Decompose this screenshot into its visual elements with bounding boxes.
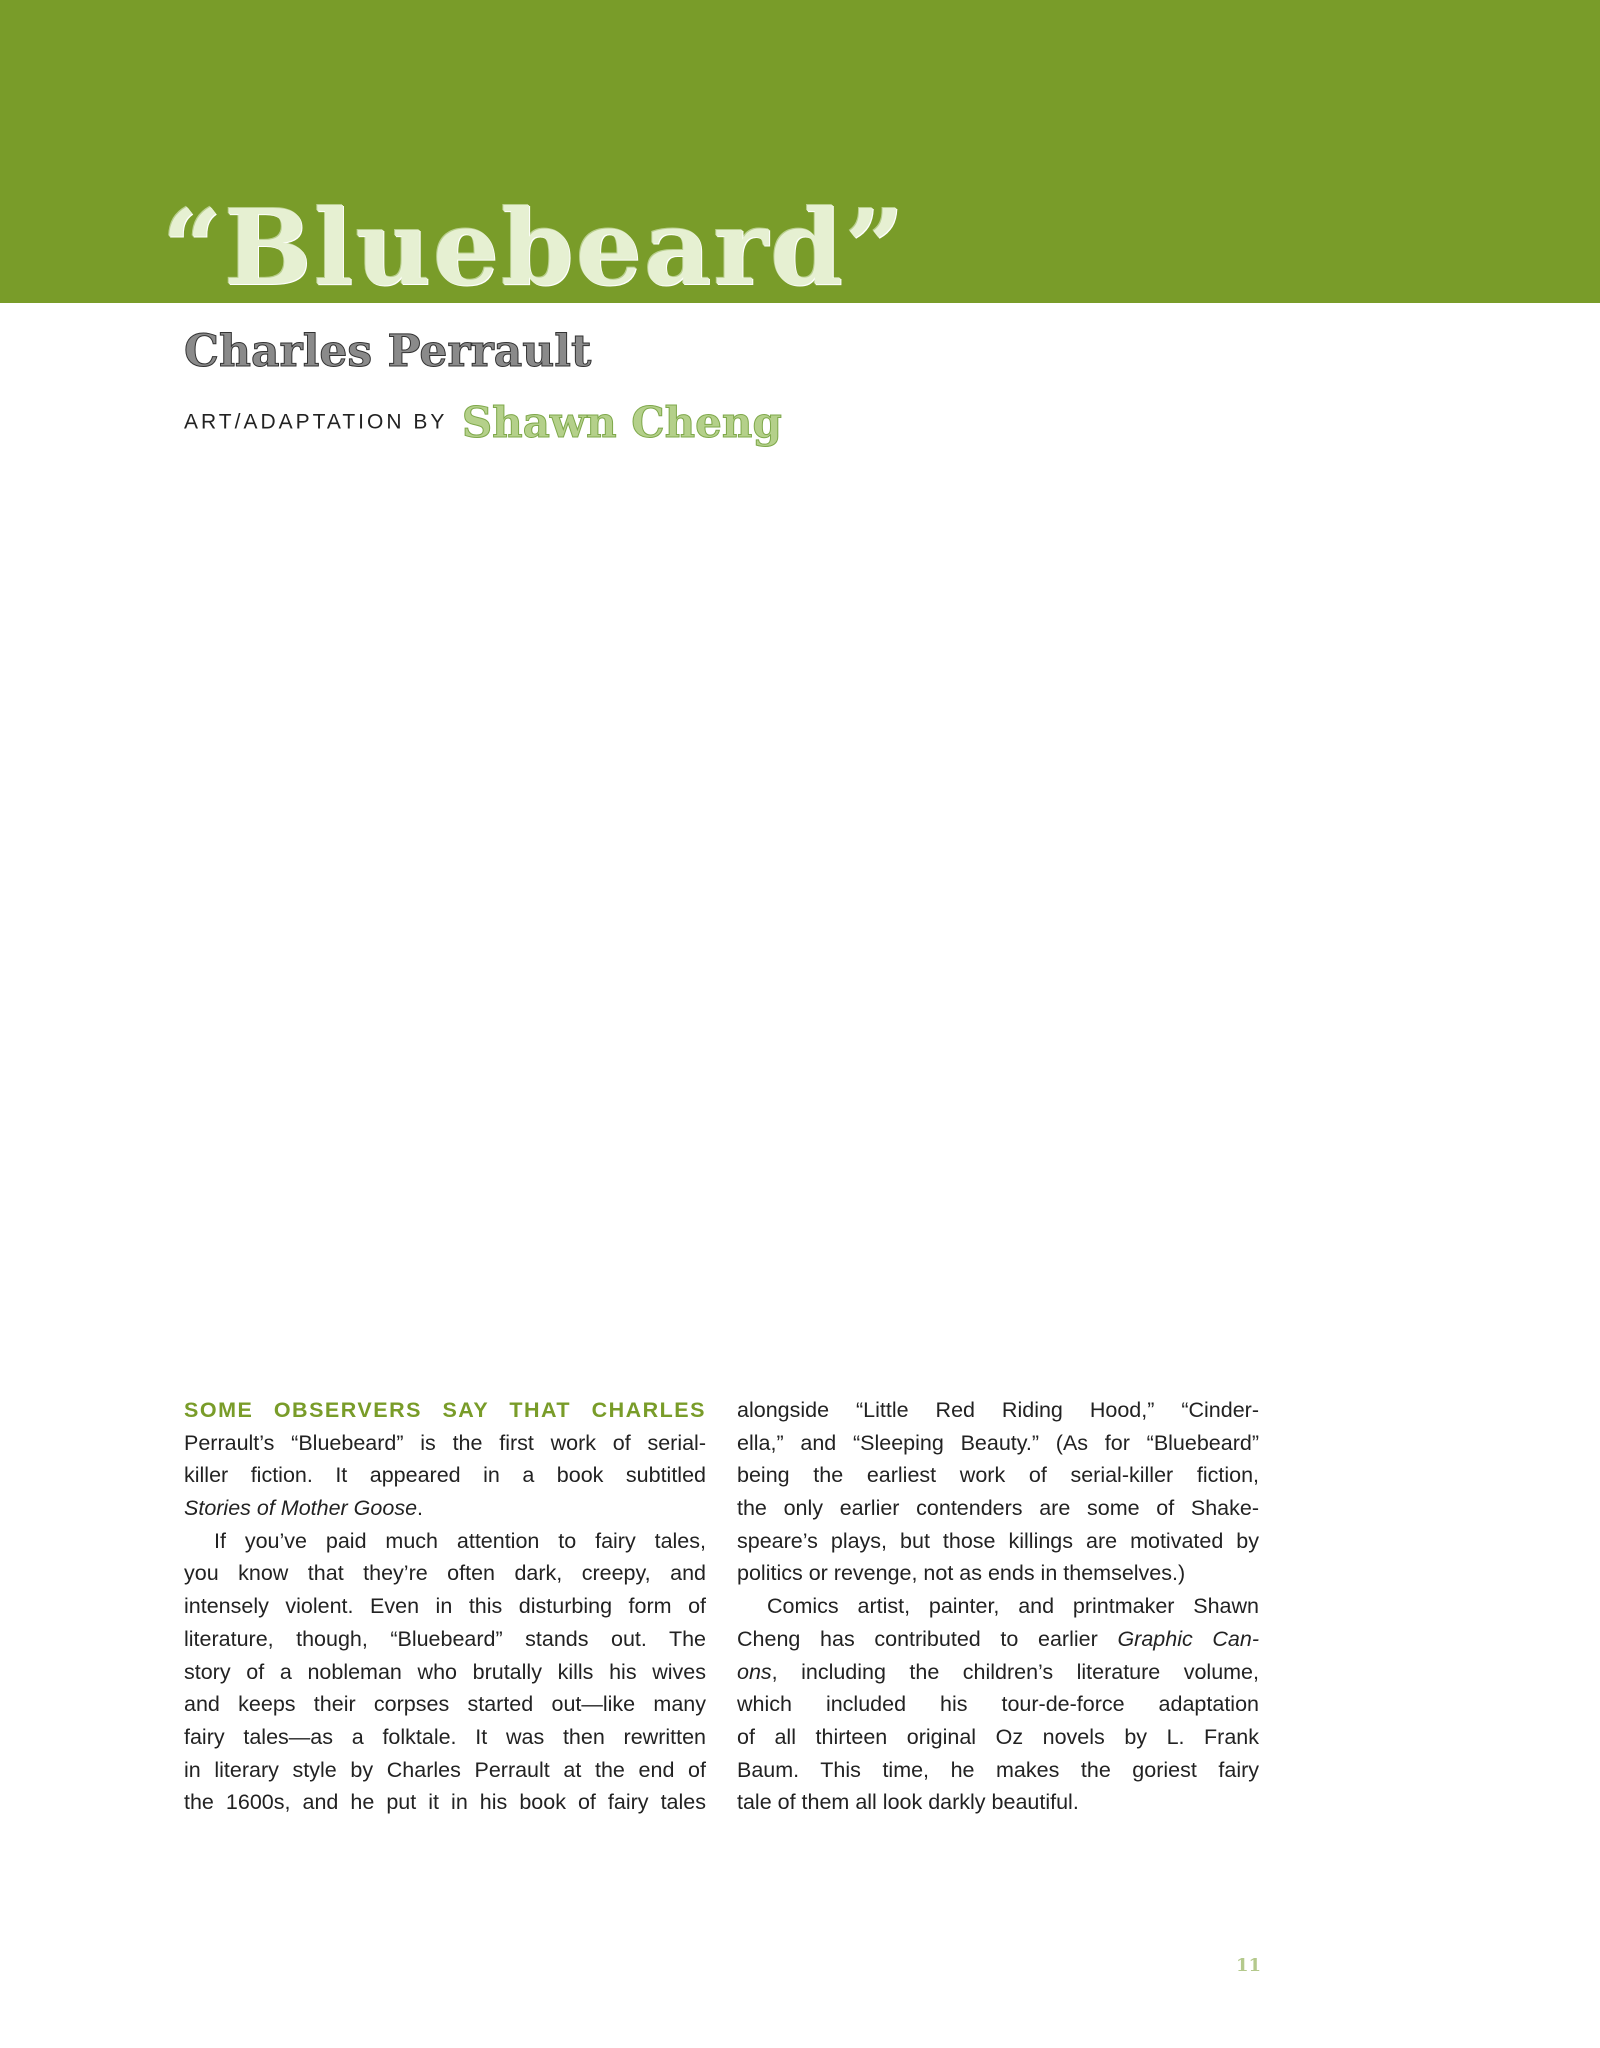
book-title: Stories of Mother Goose [184,1496,418,1521]
text-line: intensely violent. Even in this disturbing form of [184,1594,706,1619]
text-fragment: , including the children’s literature volume, [771,1659,1259,1684]
credit-label: ART/ADAPTATION BY [184,410,448,434]
intro-column-right [737,1394,1259,1819]
text-line: speare’s plays, but those killings are motivated by [737,1528,1259,1553]
text-line: Perrault’s “Bluebeard” is the first work of serial- [184,1430,706,1455]
text-line: tale of them all look darkly beautiful. [737,1790,1079,1815]
text-line: If you’ve paid much attention to fairy tales, [214,1528,706,1553]
text-line [184,1492,706,1525]
text-line: of all thirteen original Oz novels by L. Frank [737,1724,1259,1749]
text-line: literature, though, “Bluebeard” stands out. The [184,1626,706,1651]
text-line: fairy tales—as a folktale. It was then rewritten [184,1724,706,1749]
text-line: the only earlier contenders are some of Shake- [737,1496,1259,1521]
text-line: being the earliest work of serial-killer fiction, [737,1463,1259,1488]
page-number: 11 [1236,1955,1262,1976]
lead-in: SOME OBSERVERS SAY THAT CHARLES [184,1398,706,1422]
text-line: the 1600s, and he put it in his book of fairy tales [184,1790,706,1815]
book-title: Graphic Can- [1117,1626,1259,1651]
text-line: killer fiction. It appeared in a book subtitled [184,1463,706,1488]
text-line: which included his tour-de-force adaptation [737,1692,1259,1717]
author-name: Charles Perrault [184,326,592,377]
text-line: Baum. This time, he makes the goriest fairy [737,1757,1259,1782]
text-fragment: Cheng has contributed to earlier [737,1626,1118,1651]
text-line: in literary style by Charles Perrault at the end of [184,1757,706,1782]
text-line: alongside “Little Red Riding Hood,” “Cinder- [737,1398,1259,1422]
text-line [737,1623,1259,1656]
book-title: ons [737,1659,772,1684]
story-title: “Bluebeard” [162,186,907,309]
text-line: and keeps their corpses started out—like many [184,1692,706,1717]
credit-line [184,398,782,447]
text-line: you know that they’re often dark, creepy, and [184,1561,706,1586]
artist-name: Shawn Cheng [461,398,782,447]
text-line: politics or revenge, not as ends in themselves.) [737,1561,1186,1586]
text-line: Comics artist, painter, and printmaker Shawn [767,1594,1259,1619]
text-line [737,1656,1259,1689]
text-line: ella,” and “Sleeping Beauty.” (As for “Bluebeard” [737,1430,1259,1455]
text-line: story of a nobleman who brutally kills his wives [184,1659,706,1684]
intro-column-left [184,1394,706,1819]
text-fragment: . [417,1496,424,1521]
